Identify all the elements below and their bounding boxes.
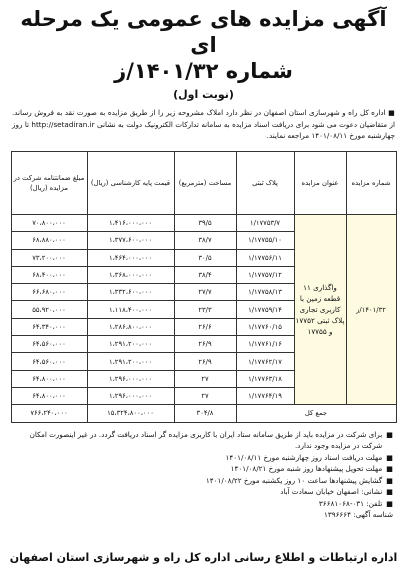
plot-cell: ۱/۱۷۷۵۸/۱۳ bbox=[236, 284, 294, 301]
total-price: ۱۵،۳۲۴،۸۰۰،۰۰۰ bbox=[87, 405, 174, 422]
area-cell: ۲۶/۶ bbox=[174, 318, 236, 335]
price-cell: ۱،۳۷۷،۶۰۰،۰۰۰ bbox=[87, 232, 174, 249]
bullet-square-icon: ■ bbox=[386, 487, 393, 497]
total-guarantee: ۷۶۶،۲۴۰،۰۰۰ bbox=[11, 405, 87, 422]
notice-round: (نوبت اول) bbox=[173, 88, 234, 101]
plot-cell: ۱/۱۷۷۶۰/۱۵ bbox=[236, 318, 294, 335]
area-cell: ۲۳/۳ bbox=[174, 301, 236, 318]
area-cell: ۳۰/۵ bbox=[174, 249, 236, 266]
guarantee-cell: ۶۸،۸۸۰،۰۰۰ bbox=[11, 232, 87, 249]
note-item: ■ برای شرکت در مزایده باید از طریق سامانه ستاد ایران با کاربری مزایده گر اسناد دریافت گردد. در غیر اینصورت امکان شرکت در مزایده وجود ندارد. bbox=[29, 429, 393, 451]
note-item: ■ تلفن: ۰۳۱-۳۶۶۸۱۰۶۸ bbox=[318, 498, 393, 508]
area-cell: ۲۶/۹ bbox=[174, 353, 236, 370]
bullet-square-icon: ■ bbox=[386, 452, 393, 462]
guarantee-cell: ۶۴،۵۶۰،۰۰۰ bbox=[11, 353, 87, 370]
guarantee-cell: ۶۴،۸۰۰،۰۰۰ bbox=[11, 387, 87, 404]
notes-list bbox=[8, 423, 399, 521]
price-cell: ۱،۴۱۶،۰۰۰،۰۰۰ bbox=[87, 215, 174, 232]
price-cell: ۱،۲۹۱،۲۰۰،۰۰۰ bbox=[87, 353, 174, 370]
guarantee-cell: ۶۴،۵۶۰،۰۰۰ bbox=[11, 336, 87, 353]
plot-cell: ۱/۱۷۷۵۷/۱۲ bbox=[236, 266, 294, 283]
price-cell: ۱،۳۳۲،۶۰۰،۰۰۰ bbox=[87, 284, 174, 301]
guarantee-cell: ۶۴،۸۰۰،۰۰۰ bbox=[11, 370, 87, 387]
table-row bbox=[11, 215, 396, 232]
bullet-square-icon: ■ bbox=[386, 429, 393, 439]
note-item: ■ مهلت دریافت اسناد روز چهارشنبه مورخ ۱۴۰۱/۰۸/۱۱ bbox=[225, 452, 393, 462]
note-item: ■ مهلت تحویل پیشنهادها روز شنبه مورخ ۱۴۰۱/۰۸/۲۱ bbox=[230, 464, 393, 474]
price-cell: ۱،۲۹۱،۲۰۰،۰۰۰ bbox=[87, 336, 174, 353]
table-total-row bbox=[11, 405, 396, 422]
area-cell: ۲۷ bbox=[174, 370, 236, 387]
note-item: شناسه آگهی: ۱۳۹۶۶۶۴ bbox=[323, 510, 393, 520]
total-label: جمع کل bbox=[236, 405, 396, 422]
plot-cell: ۱/۱۷۷۶۲/۱۷ bbox=[236, 353, 294, 370]
col-auction-no: شماره مزایده bbox=[346, 152, 396, 215]
guarantee-cell: ۵۵،۹۲۰،۰۰۰ bbox=[11, 301, 87, 318]
total-area: ۳۰۴/۸ bbox=[174, 405, 236, 422]
price-cell: ۱،۲۹۶،۰۰۰،۰۰۰ bbox=[87, 370, 174, 387]
area-cell: ۲۷/۷ bbox=[174, 284, 236, 301]
col-area: مساحت (مترمربع) bbox=[174, 152, 236, 215]
table-header-row bbox=[11, 152, 396, 215]
plot-cell: ۱/۱۷۷۵۳/۷ bbox=[236, 215, 294, 232]
bullet-square-icon: ■ bbox=[386, 475, 393, 485]
notice-number: شماره ۱۴۰۱/۳۲/ز bbox=[114, 59, 293, 83]
plot-cell: ۱/۱۷۷۶۴/۱۹ bbox=[236, 387, 294, 404]
col-guarantee: مبلغ ضمانتنامه شرکت در مزایده (ریال) bbox=[11, 152, 87, 215]
subject-cell: واگذاری ۱۱ قطعه زمین با کاربری تجاری پلاک ثبتی ۱۷۷۵۲ و ۱۷۷۵۵ bbox=[294, 215, 346, 405]
area-cell: ۳۸/۷ bbox=[174, 232, 236, 249]
area-cell: ۳۸/۴ bbox=[174, 266, 236, 283]
note-item: ■ نشانی: اصفهان خیابان سعادت آباد bbox=[280, 487, 393, 497]
plot-cell: ۱/۱۷۷۶۱/۱۶ bbox=[236, 336, 294, 353]
issuer-footer: اداره ارتباطات و اطلاع رسانی اداره کل راه و شهرسازی استان اصفهان bbox=[9, 551, 398, 564]
guarantee-cell: ۶۶،۶۸۰،۰۰۰ bbox=[11, 284, 87, 301]
plot-cell: ۱/۱۷۷۵۹/۱۴ bbox=[236, 301, 294, 318]
price-cell: ۱،۴۶۴،۰۰۰،۰۰۰ bbox=[87, 249, 174, 266]
intro-paragraph bbox=[8, 107, 399, 141]
price-cell: ۱،۳۶۸،۰۰۰،۰۰۰ bbox=[87, 266, 174, 283]
price-cell: ۱،۱۱۸،۴۰۰،۰۰۰ bbox=[87, 301, 174, 318]
note-item: ■ گشایش پیشنهادها ساعت ۱۰ روز یکشنبه مورخ ۱۴۰۱/۰۸/۲۲ bbox=[205, 475, 393, 485]
auction-no-cell: ۱۴۰۱/۳۲/ز bbox=[346, 215, 396, 405]
area-cell: ۲۶/۹ bbox=[174, 336, 236, 353]
bullet-square-icon: ■ bbox=[388, 109, 395, 117]
col-subject: عنوان مزایده bbox=[294, 152, 346, 215]
guarantee-cell: ۷۰،۸۰۰،۰۰۰ bbox=[11, 215, 87, 232]
col-base-price: قیمت پایه کارشناسی (ریال) bbox=[87, 152, 174, 215]
auction-table bbox=[11, 151, 397, 423]
price-cell: ۱،۲۹۶،۰۰۰،۰۰۰ bbox=[87, 387, 174, 404]
guarantee-cell: ۶۸،۴۰۰،۰۰۰ bbox=[11, 266, 87, 283]
plot-cell: ۱/۱۷۷۵۵/۱۰ bbox=[236, 232, 294, 249]
plot-cell: ۱/۱۷۷۶۳/۱۸ bbox=[236, 370, 294, 387]
bullet-square-icon: ■ bbox=[386, 464, 393, 474]
plot-cell: ۱/۱۷۷۵۶/۱۱ bbox=[236, 249, 294, 266]
price-cell: ۱،۲۸۶،۸۰۰،۰۰۰ bbox=[87, 318, 174, 335]
col-plot-no: پلاک ثبتی bbox=[236, 152, 294, 215]
area-cell: ۳۹/۵ bbox=[174, 215, 236, 232]
notice-title: آگهی مزایده های عمومی یک مرحله ای bbox=[20, 7, 387, 57]
intro-text: اداره کل راه و شهرسازی استان اصفهان در نظر دارد املاک مشروحه زیر را از طریق مزایده به صورت نقد به فروش رساند. از متقاضیان دعوت می شود برای دریافت اسناد مزایده به سامانه تدارکات الکترونیک دولت به نشانی http://setadiran.ir تا روز چهارشنبه مورخ ۱۴۰۱/۰۸/۱۱ مراجعه نمایند. bbox=[12, 108, 395, 140]
area-cell: ۲۷ bbox=[174, 387, 236, 404]
guarantee-cell: ۷۳،۲۰۰،۰۰۰ bbox=[11, 249, 87, 266]
guarantee-cell: ۶۴،۳۴۰،۰۰۰ bbox=[11, 318, 87, 335]
bullet-square-icon: ■ bbox=[386, 498, 393, 508]
